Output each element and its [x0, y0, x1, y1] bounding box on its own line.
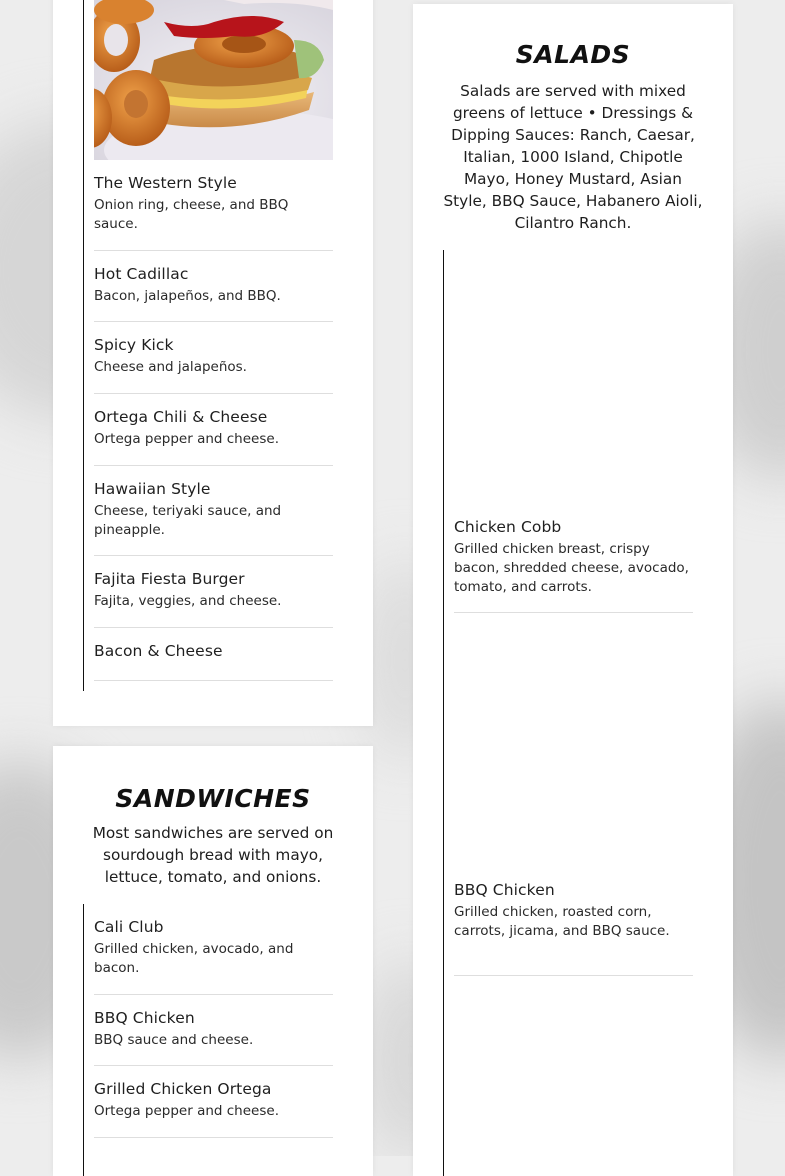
burgers-card-rule — [83, 0, 84, 691]
section-description: Most sandwiches are served on sourdough bread with mayo, lettuce, tomato, and onions. — [92, 824, 334, 886]
item-title: Bacon & Cheese — [94, 642, 223, 660]
section-description: Salads are served with mixed greens of lettuce • Dressings & Dipping Sauces: Ranch, Caesar, Italian, 1000 Island, Chipotle Mayo, Honey Mustard, Asian Style, BBQ Sauce, Habanero Aioli, Cilantro Ranch. — [443, 82, 703, 232]
divider — [454, 975, 693, 976]
burger-item-fajita-fiesta[interactable] — [94, 570, 333, 611]
burger-item-bacon-cheese[interactable] — [94, 642, 333, 661]
item-description: BBQ sauce and cheese. — [94, 1032, 254, 1048]
item-title: Hot Cadillac — [94, 265, 189, 283]
item-title: Spicy Kick — [94, 336, 174, 354]
item-description: Cheese, teriyaki sauce, and pineapple. — [94, 503, 282, 538]
sandwiches-card — [53, 746, 373, 1176]
burger-item-hot-cadillac[interactable] — [94, 265, 333, 306]
item-title: Grilled Chicken Ortega — [94, 1080, 272, 1098]
sandwiches-card-rule — [83, 904, 84, 1176]
item-description: Ortega pepper and cheese. — [94, 1103, 279, 1119]
salad-item-chicken-cobb[interactable] — [454, 518, 693, 597]
item-description: Grilled chicken, avocado, and bacon. — [94, 941, 294, 976]
section-title: SANDWICHES — [115, 784, 311, 813]
section-title: SALADS — [515, 40, 631, 69]
burger-photo — [94, 0, 333, 160]
divider — [94, 250, 333, 251]
item-title: BBQ Chicken — [454, 881, 555, 899]
divider — [94, 994, 333, 995]
divider — [94, 555, 333, 556]
sandwich-item-bbq-chicken[interactable] — [94, 1009, 333, 1050]
burgers-card — [53, 0, 373, 726]
item-title: The Western Style — [94, 174, 237, 192]
item-title: Chicken Cobb — [454, 518, 562, 536]
divider — [94, 627, 333, 628]
divider — [94, 1137, 333, 1138]
item-description: Fajita, veggies, and cheese. — [94, 593, 282, 609]
salads-card-rule — [443, 250, 444, 1176]
item-description: Cheese and jalapeños. — [94, 359, 247, 375]
divider — [454, 612, 693, 613]
divider — [94, 680, 333, 681]
divider — [94, 1065, 333, 1066]
item-description: Grilled chicken breast, crispy bacon, shredded cheese, avocado, tomato, and carrots. — [454, 541, 689, 595]
item-title: BBQ Chicken — [94, 1009, 195, 1027]
divider — [94, 393, 333, 394]
item-description: Bacon, jalapeños, and BBQ. — [94, 288, 281, 304]
item-description: Ortega pepper and cheese. — [94, 431, 279, 447]
sandwich-item-cali-club[interactable] — [94, 918, 333, 978]
item-description: Grilled chicken, roasted corn, carrots, jicama, and BBQ sauce. — [454, 904, 670, 939]
item-title: Cali Club — [94, 918, 164, 936]
item-description: Onion ring, cheese, and BBQ sauce. — [94, 197, 289, 232]
sandwich-item-grilled-chicken-ortega[interactable] — [94, 1080, 333, 1121]
divider — [94, 465, 333, 466]
burger-item-hawaiian[interactable] — [94, 480, 333, 540]
item-title: Ortega Chili & Cheese — [94, 408, 268, 426]
salad-item-bbq-chicken[interactable] — [454, 881, 693, 941]
item-title: Hawaiian Style — [94, 480, 211, 498]
burger-item-western[interactable] — [94, 174, 333, 234]
item-title: Fajita Fiesta Burger — [94, 570, 245, 588]
burger-item-spicy-kick[interactable] — [94, 336, 333, 377]
burger-item-ortega-chili[interactable] — [94, 408, 333, 449]
divider — [94, 321, 333, 322]
salads-card — [413, 4, 733, 1176]
